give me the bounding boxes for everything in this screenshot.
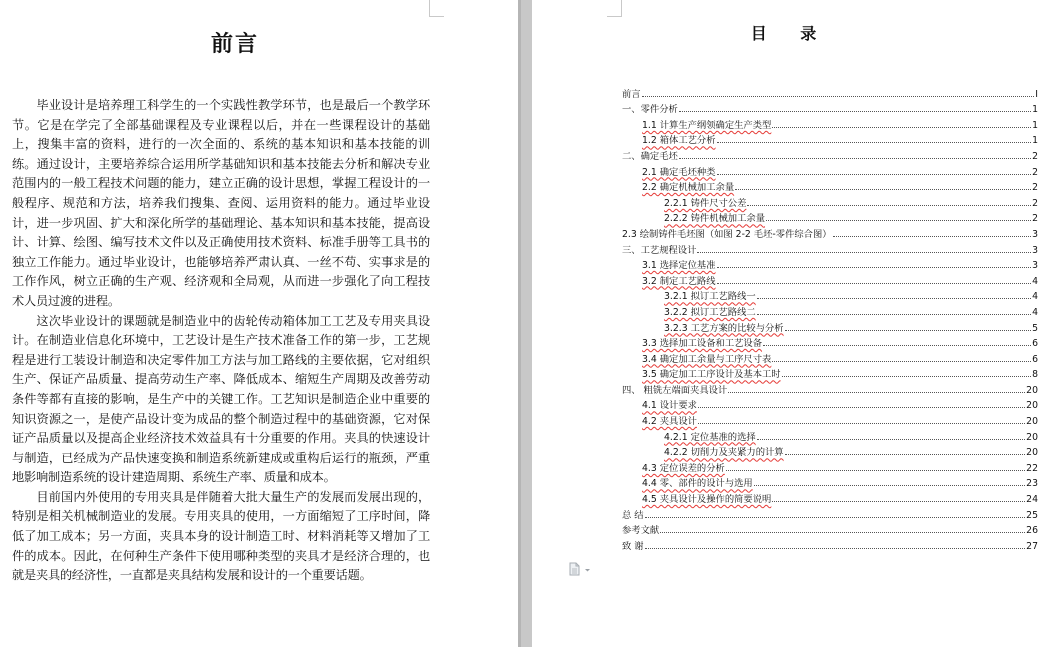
toc-entry-label: 四、 粗铣左端面夹具设计 <box>622 384 728 396</box>
preface-paragraph-1: 毕业设计是培养理工科学生的一个实践性教学环节，也是最后一个教学环节。它是在学完了全部基础课程及专业课程以后，并在一些课程设计的基础上，搜集丰富的资料，进行的一次全面的、系统的基本知识和基本技能的训练。通过设计，主要培养综合运用所学基础知识和基本技能去分析和解决专业范围内的一般工程技术问题的能力，建立正确的设计思想，掌握工程设计的一般程序、规范和方法，培养我们搜集、查阅、运用资料的能力。通过毕业设计，进一步巩固、扩大和深化所学的基础理论、基本知识和基本技能，提高设计、计算、绘图、编写技术文件以及正确使用技术资料、标准手册等工具书的独立工作能力。通过毕业设计，也能够培养严肃认真、一丝不苟、实事求是的工作作风，树立正确的生产观、经济观和全局观，从而进一步强化了向工程技术人员过渡的进程。 <box>12 98 430 308</box>
toc-dot-leader <box>717 267 1032 268</box>
toc-dot-leader <box>697 252 1031 253</box>
paste-options-icon[interactable] <box>568 561 594 575</box>
toc-dot-leader <box>772 127 1031 128</box>
toc-entry-label: 4.2 夹具设计 <box>642 416 697 428</box>
toc-entry-label: 4.3 定位误差的分析 <box>642 462 725 474</box>
page-gutter <box>518 0 532 647</box>
toc-entry[interactable] <box>622 240 1038 256</box>
toc-entry[interactable] <box>622 396 1038 412</box>
toc-entry[interactable] <box>622 287 1038 303</box>
toc-title: 目 录 <box>750 24 831 43</box>
toc-entry-page: 6 <box>1032 338 1038 350</box>
toc-entry-page: 2 <box>1032 197 1038 209</box>
toc-entry[interactable] <box>622 536 1038 552</box>
toc-dot-leader <box>698 423 1025 424</box>
toc-entry-page: 20 <box>1026 416 1038 428</box>
toc-dot-leader <box>717 142 1032 143</box>
toc-dot-leader <box>785 454 1026 455</box>
toc-entry-page: 22 <box>1026 462 1038 474</box>
toc-entry-page: 3 <box>1032 228 1038 240</box>
toc-entry-page: 1 <box>1032 104 1038 116</box>
toc-entry-label: 3.3 选择加工设备和工艺设备 <box>642 338 763 350</box>
toc-entry[interactable] <box>622 224 1038 240</box>
toc-entry-label: 1.1 计算生产纲领确定生产类型 <box>642 119 772 131</box>
toc-dot-leader <box>757 298 1031 299</box>
toc-entry[interactable] <box>622 349 1038 365</box>
toc-entry[interactable] <box>622 209 1038 225</box>
toc-dot-leader <box>735 189 1031 190</box>
toc-entry-page: 4 <box>1032 291 1038 303</box>
toc-dot-leader <box>645 517 1026 518</box>
crop-mark <box>621 0 622 17</box>
right-page <box>532 0 1049 647</box>
toc-entry[interactable] <box>622 100 1038 116</box>
toc-dot-leader <box>642 96 1035 97</box>
toc-entry-label: 二、确定毛坯 <box>622 150 678 162</box>
toc-dot-leader <box>763 345 1031 346</box>
toc-entry-label: 一、零件分析 <box>622 104 678 116</box>
toc-dot-leader <box>728 392 1025 393</box>
toc-entry-page: 1 <box>1032 119 1038 131</box>
toc-entry[interactable] <box>622 162 1038 178</box>
toc-entry-page: 23 <box>1026 478 1038 490</box>
toc-dot-leader <box>679 111 1031 112</box>
preface-paragraph-2: 这次毕业设计的课题就是制造业中的齿轮传动箱体加工工艺及专用夹具设计。在制造业信息化环境中，工艺设计是生产技术准备工作的第一步，工艺规程是进行工装设计制造和决定零件加工方法与加工路线的主要依据，它对组织生产、保证产品质量、提高劳动生产率、降低成本、缩短生产周期及改善劳动条件等都有直接的影响，是生产中的关键工作。工艺知识是制造企业中重要的知识资源之一，是使产品设计变为成品的整个制造过程中的基础资源，它对保证产品质量以及提高企业经济技术效益具有十分重要的作用。夹具的快速设计与制造，已经成为产品快速变换和制造系统新建成或重构后运行的瓶颈，严重地影响制造系统的设计建造周期、系统生产率、质量和成本。 <box>12 313 430 485</box>
toc-entry-page: 20 <box>1026 384 1038 396</box>
toc-entry-label: 4.5 夹具设计及操作的简要说明 <box>642 494 772 506</box>
toc-dot-leader <box>717 283 1032 284</box>
toc-entry[interactable] <box>622 505 1038 521</box>
toc-dot-leader <box>679 158 1031 159</box>
toc-dot-leader <box>698 407 1025 408</box>
toc-entry-label: 1.2 箱体工艺分析 <box>642 135 716 147</box>
crop-mark <box>607 16 621 17</box>
toc-dot-leader <box>754 485 1025 486</box>
toc-entry-page: 2 <box>1032 213 1038 225</box>
toc-entry-page: 1 <box>1032 135 1038 147</box>
toc-entry-label: 3.4 确定加工余量与工序尺寸表 <box>642 353 772 365</box>
crop-mark <box>429 0 430 17</box>
toc-entry-page: 3 <box>1032 260 1038 272</box>
toc-dot-leader <box>772 361 1031 362</box>
toc-entry[interactable] <box>622 178 1038 194</box>
toc-entry-label: 3.2.2 拟订工艺路线二 <box>664 306 756 318</box>
toc-entry-label: 3.5 确定加工工序设计及基本工时 <box>642 369 781 381</box>
toc-entry[interactable] <box>622 489 1038 505</box>
toc-entry-page: 20 <box>1026 447 1038 459</box>
toc-entry-page: 24 <box>1026 494 1038 506</box>
toc-entry-page: 25 <box>1026 509 1038 521</box>
toc-entry-label: 3.1 选择定位基准 <box>642 260 716 272</box>
toc-entry-page: 2 <box>1032 182 1038 194</box>
toc-entry[interactable] <box>622 318 1038 334</box>
preface-paragraph-3: 目前国内外使用的专用夹具是伴随着大批大量生产的发展而发展出现的，特别是相关机械制造业的发展。专用夹具的使用，一方面缩短了工序时间，降低了加工成本；另一方面，夹具本身的设计制造工时、材料消耗等又增加了工件的成本。因此，在何种生产条件下使用哪种类型的夹具才是经济合理的，也就是夹具的经济性，一直都是夹具结构发展和设计的一个重要话题。 <box>12 489 430 583</box>
toc-entry[interactable] <box>622 443 1038 459</box>
toc-entry[interactable] <box>622 380 1038 396</box>
toc-entry-label: 2.2 确定机械加工余量 <box>642 182 735 194</box>
toc-dot-leader <box>645 548 1026 549</box>
toc-dot-leader <box>782 376 1031 377</box>
toc-entry-page: 4 <box>1032 306 1038 318</box>
preface-body[interactable] <box>12 96 430 586</box>
toc-entry-page: 26 <box>1026 525 1038 537</box>
toc-entry-label: 2.2.1 铸件尺寸公差 <box>664 197 747 209</box>
toc-entry-page: 27 <box>1026 540 1038 552</box>
toc-dot-leader <box>747 205 1031 206</box>
toc-dot-leader <box>785 330 1031 331</box>
toc-dot-leader <box>660 532 1025 533</box>
toc-entry[interactable] <box>622 115 1038 131</box>
toc-entry-label: 3.2 制定工艺路线 <box>642 275 716 287</box>
toc-entry[interactable] <box>622 302 1038 318</box>
toc-entry-label: 致 谢 <box>622 540 644 552</box>
toc-entry-label: 2.2.2 铸件机械加工余量 <box>664 213 765 225</box>
toc-entry-label: 前言 <box>622 88 641 100</box>
preface-title: 前言 <box>210 31 259 57</box>
toc-entry-label: 参考文献 <box>622 525 660 537</box>
table-of-contents <box>622 84 1038 552</box>
toc-entry-label: 3.2.3 工艺方案的比较与分析 <box>664 322 784 334</box>
crop-mark <box>430 16 444 17</box>
toc-entry[interactable] <box>622 193 1038 209</box>
toc-dot-leader <box>726 470 1025 471</box>
toc-entry-label: 2.1 确定毛坯种类 <box>642 166 716 178</box>
toc-entry[interactable] <box>622 521 1038 537</box>
toc-entry-page: I <box>1035 88 1038 100</box>
toc-entry-label: 4.4 零、部件的设计与选用 <box>642 478 753 490</box>
toc-entry-page: 6 <box>1032 353 1038 365</box>
toc-entry-label: 4.2.2 切削力及夹紧力的计算 <box>664 447 784 459</box>
toc-entry[interactable] <box>622 427 1038 443</box>
toc-entry[interactable] <box>622 271 1038 287</box>
toc-entry[interactable] <box>622 84 1038 100</box>
toc-entry-page: 8 <box>1032 369 1038 381</box>
toc-entry-label: 2.3 绘制铸件毛坯图（如图 2-2 毛坯-零件综合图） <box>622 228 832 240</box>
left-page <box>0 0 518 647</box>
toc-dot-leader <box>772 501 1025 502</box>
toc-dot-leader <box>766 220 1031 221</box>
toc-entry-label: 总 结 <box>622 509 644 521</box>
toc-entry-page: 4 <box>1032 275 1038 287</box>
toc-entry-page: 2 <box>1032 150 1038 162</box>
toc-entry-page: 20 <box>1026 431 1038 443</box>
toc-dot-leader <box>757 314 1031 315</box>
toc-entry-page: 20 <box>1026 400 1038 412</box>
toc-entry[interactable] <box>622 365 1038 381</box>
toc-entry[interactable] <box>622 458 1038 474</box>
toc-entry[interactable] <box>622 256 1038 272</box>
toc-entry-page: 5 <box>1032 322 1038 334</box>
toc-dot-leader <box>757 439 1025 440</box>
toc-entry-label: 三、工艺规程设计 <box>622 244 697 256</box>
toc-entry[interactable] <box>622 474 1038 490</box>
toc-entry[interactable] <box>622 411 1038 427</box>
toc-entry[interactable] <box>622 146 1038 162</box>
toc-entry-label: 4.1 设计要求 <box>642 400 697 412</box>
toc-entry-page: 3 <box>1032 244 1038 256</box>
toc-entry[interactable] <box>622 131 1038 147</box>
toc-dot-leader <box>717 174 1032 175</box>
toc-entry-page: 2 <box>1032 166 1038 178</box>
toc-entry[interactable] <box>622 334 1038 350</box>
toc-dot-leader <box>833 236 1032 237</box>
toc-entry-label: 4.2.1 定位基准的选择 <box>664 431 756 443</box>
toc-entry-label: 3.2.1 拟订工艺路线一 <box>664 291 756 303</box>
